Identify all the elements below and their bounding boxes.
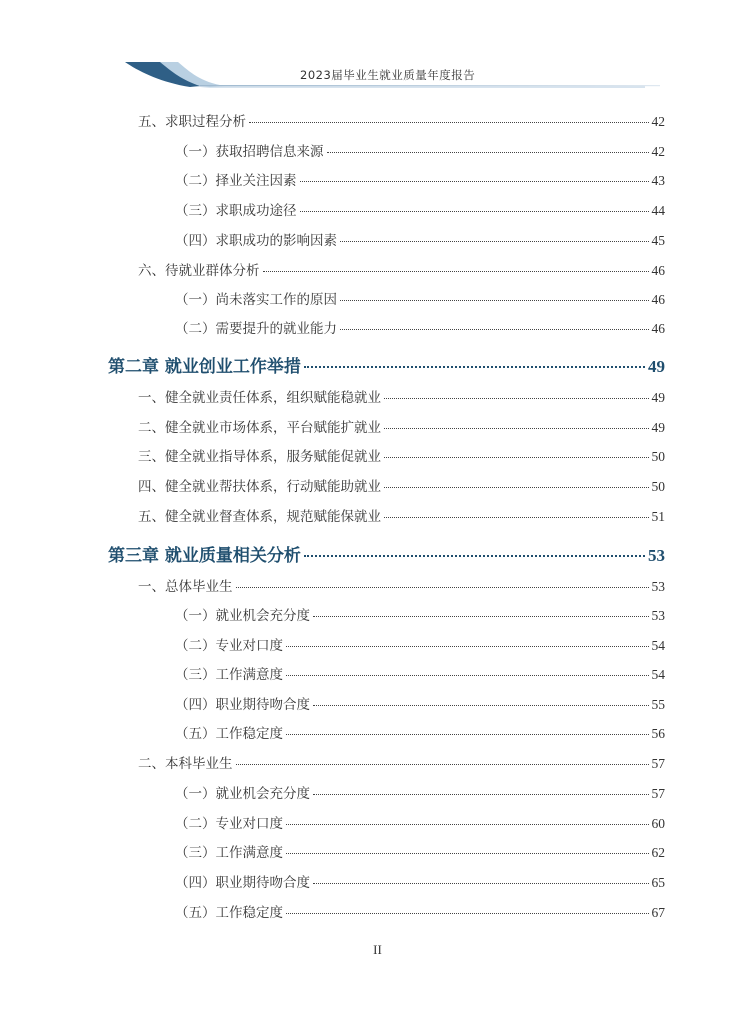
toc-dot-leader bbox=[286, 840, 649, 855]
toc-entry[interactable] bbox=[175, 288, 665, 308]
toc-entry-page: 42 bbox=[651, 114, 665, 129]
toc-dot-leader bbox=[327, 139, 649, 154]
toc-dot-leader bbox=[313, 692, 649, 707]
toc-entry-label: 六、待就业群体分析 bbox=[138, 263, 260, 279]
toc-dot-leader bbox=[384, 385, 649, 400]
toc-entry[interactable] bbox=[175, 782, 665, 802]
toc-entry-page: 46 bbox=[651, 263, 665, 278]
toc-entry[interactable] bbox=[175, 604, 665, 624]
toc-entry[interactable] bbox=[175, 169, 665, 189]
toc-entry[interactable] bbox=[138, 416, 665, 436]
toc-entry[interactable] bbox=[138, 445, 665, 465]
toc-entry-label: （三）工作满意度 bbox=[175, 667, 283, 683]
toc-entry-page: 49 bbox=[651, 420, 665, 435]
toc-entry[interactable] bbox=[138, 259, 665, 279]
toc-entry[interactable] bbox=[138, 110, 665, 130]
toc-entry-label: 第二章 就业创业工作举措 bbox=[108, 357, 301, 377]
toc-entry-label: （一）获取招聘信息来源 bbox=[175, 144, 324, 160]
toc-entry-label: 五、求职过程分析 bbox=[138, 114, 246, 130]
toc-entry[interactable] bbox=[175, 722, 665, 742]
toc-dot-leader bbox=[286, 900, 649, 915]
toc-dot-leader bbox=[286, 633, 649, 648]
toc-entry-label: 五、健全就业督查体系，规范赋能保就业 bbox=[138, 509, 381, 525]
toc-dot-leader bbox=[236, 574, 649, 589]
toc-dot-leader bbox=[313, 603, 649, 618]
toc-entry-page: 54 bbox=[651, 638, 665, 653]
toc-entry-page: 67 bbox=[651, 905, 665, 920]
toc-entry-label: 一、总体毕业生 bbox=[138, 579, 233, 595]
toc-entry[interactable] bbox=[175, 812, 665, 832]
toc-entry-page: 65 bbox=[651, 875, 665, 890]
toc-entry-page: 43 bbox=[651, 173, 665, 188]
toc-entry-label: （二）专业对口度 bbox=[175, 816, 283, 832]
page-header bbox=[0, 0, 755, 100]
toc-entry-page: 53 bbox=[651, 579, 665, 594]
toc-chapter-entry[interactable] bbox=[108, 541, 665, 566]
toc-entry-label: （四）职业期待吻合度 bbox=[175, 875, 310, 891]
toc-dot-leader bbox=[340, 316, 649, 331]
toc-entry-label: （一）就业机会充分度 bbox=[175, 786, 310, 802]
toc-entry-label: 第三章 就业质量相关分析 bbox=[108, 546, 301, 566]
toc-dot-leader bbox=[340, 228, 649, 243]
toc-entry-label: （一）尚未落实工作的原因 bbox=[175, 292, 337, 308]
toc-entry[interactable] bbox=[138, 475, 665, 495]
toc-entry[interactable] bbox=[175, 229, 665, 249]
toc-entry[interactable] bbox=[175, 663, 665, 683]
toc-dot-leader bbox=[286, 811, 649, 826]
toc-entry-page: 53 bbox=[651, 608, 665, 623]
toc-entry[interactable] bbox=[138, 752, 665, 772]
toc-dot-leader bbox=[384, 504, 649, 519]
toc-entry-label: （三）求职成功途径 bbox=[175, 203, 297, 219]
toc-dot-leader bbox=[304, 349, 645, 368]
toc-entry-page: 53 bbox=[648, 546, 665, 565]
toc-dot-leader bbox=[384, 415, 649, 430]
toc-dot-leader bbox=[263, 258, 649, 273]
toc-entry[interactable] bbox=[175, 140, 665, 160]
toc-entry-label: 三、健全就业指导体系，服务赋能促就业 bbox=[138, 449, 381, 465]
toc-entry-page: 49 bbox=[651, 390, 665, 405]
toc-entry[interactable] bbox=[138, 386, 665, 406]
toc-entry-page: 57 bbox=[651, 786, 665, 801]
toc-entry-page: 44 bbox=[651, 203, 665, 218]
toc-entry[interactable] bbox=[175, 901, 665, 921]
toc-entry-label: （一）就业机会充分度 bbox=[175, 608, 310, 624]
toc-entry-label: （四）职业期待吻合度 bbox=[175, 697, 310, 713]
toc-entry[interactable] bbox=[175, 634, 665, 654]
page-number: II bbox=[373, 942, 382, 957]
toc-entry[interactable] bbox=[175, 199, 665, 219]
toc-dot-leader bbox=[300, 198, 649, 213]
toc-entry-label: 四、健全就业帮扶体系，行动赋能助就业 bbox=[138, 479, 381, 495]
toc-chapter-entry[interactable] bbox=[108, 352, 665, 377]
toc-entry-label: （五）工作稳定度 bbox=[175, 726, 283, 742]
toc-dot-leader bbox=[236, 751, 649, 766]
toc-entry-label: （二）专业对口度 bbox=[175, 638, 283, 654]
toc-dot-leader bbox=[340, 287, 649, 302]
toc-dot-leader bbox=[384, 474, 649, 489]
toc-entry[interactable] bbox=[138, 575, 665, 595]
toc-dot-leader bbox=[300, 168, 649, 183]
toc-entry-label: （二）需要提升的就业能力 bbox=[175, 321, 337, 337]
toc-entry-page: 46 bbox=[651, 292, 665, 307]
toc-entry-page: 51 bbox=[651, 509, 665, 524]
toc-dot-leader bbox=[286, 721, 649, 736]
toc-entry-page: 45 bbox=[651, 233, 665, 248]
toc-entry-label: （二）择业关注因素 bbox=[175, 173, 297, 189]
toc-entry-page: 60 bbox=[651, 816, 665, 831]
toc-entry-label: 一、健全就业责任体系，组织赋能稳就业 bbox=[138, 390, 381, 406]
toc-dot-leader bbox=[384, 444, 649, 459]
toc-dot-leader bbox=[313, 781, 649, 796]
toc-entry-label: （三）工作满意度 bbox=[175, 845, 283, 861]
toc-dot-leader bbox=[286, 662, 649, 677]
toc-entry-page: 42 bbox=[651, 144, 665, 159]
toc-entry[interactable] bbox=[138, 505, 665, 525]
toc-entry-label: （四）求职成功的影响因素 bbox=[175, 233, 337, 249]
toc-entry-page: 50 bbox=[651, 479, 665, 494]
toc-entry[interactable] bbox=[175, 693, 665, 713]
toc-entry-page: 46 bbox=[651, 321, 665, 336]
toc-entry-page: 54 bbox=[651, 667, 665, 682]
toc-entry[interactable] bbox=[175, 841, 665, 861]
toc-entry-page: 57 bbox=[651, 756, 665, 771]
toc-entry[interactable] bbox=[175, 871, 665, 891]
toc-dot-leader bbox=[304, 538, 645, 557]
toc-entry-label: 二、健全就业市场体系，平台赋能扩就业 bbox=[138, 420, 381, 436]
toc-entry-label: 二、本科毕业生 bbox=[138, 756, 233, 772]
header-title: 2023届毕业生就业质量年度报告 bbox=[300, 68, 476, 82]
toc-entry-page: 56 bbox=[651, 726, 665, 741]
toc-entry-page: 55 bbox=[651, 697, 665, 712]
toc-entry-page: 49 bbox=[648, 357, 665, 376]
toc-dot-leader bbox=[249, 109, 649, 124]
toc-entry[interactable] bbox=[175, 317, 665, 337]
header-wave-decoration bbox=[0, 0, 755, 100]
toc-entry-page: 50 bbox=[651, 449, 665, 464]
toc-entry-label: （五）工作稳定度 bbox=[175, 905, 283, 921]
toc-dot-leader bbox=[313, 870, 649, 885]
toc-entry-page: 62 bbox=[651, 845, 665, 860]
